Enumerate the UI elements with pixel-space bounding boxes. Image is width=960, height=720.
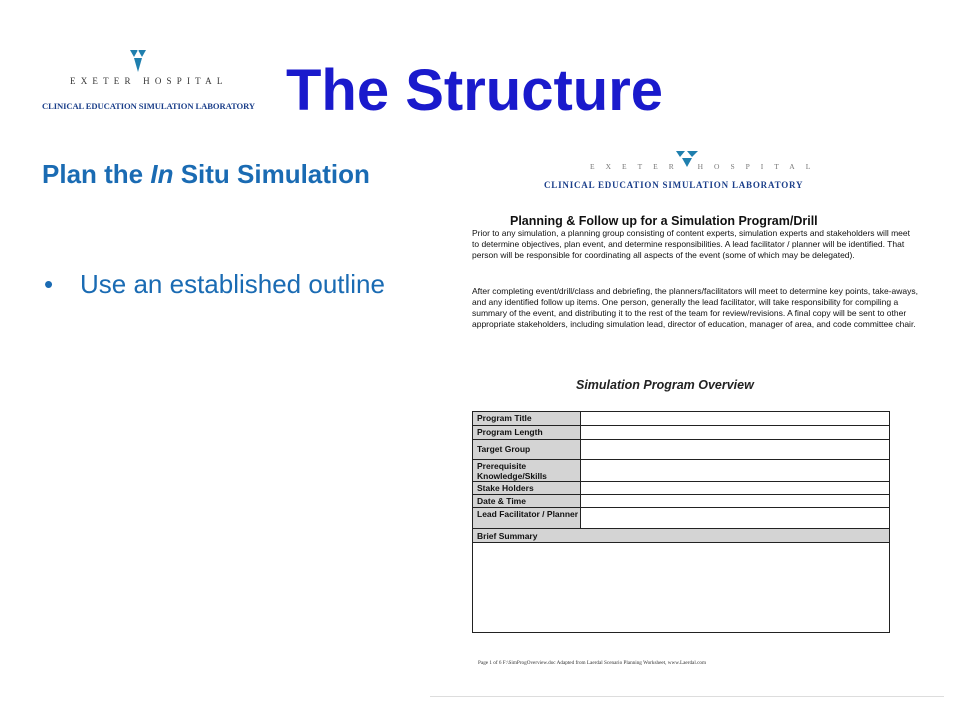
subheading-text-end: Situ Simulation bbox=[173, 159, 370, 189]
brief-summary-header: Brief Summary bbox=[473, 529, 889, 543]
document-paragraph-planning: Prior to any simulation, a planning group consisting of content experts, simulation experts and stakeholders will meet to determine objectives, plan event, and determine responsibilities. A lead facilitator / planner will be identified. That person will be responsible for coordinating all aspects of the event (some of which may be delegated). bbox=[472, 228, 910, 260]
slide-subheading bbox=[42, 156, 380, 192]
row-label: Stake Holders bbox=[473, 482, 581, 494]
table-row bbox=[473, 495, 889, 508]
row-value-cell bbox=[581, 482, 889, 494]
row-value-cell bbox=[581, 508, 889, 528]
slide-title: The Structure bbox=[286, 58, 664, 123]
document-paragraph-followup: After completing event/drill/class and debriefing, the planners/facilitators will meet to determine key points, take-aways, and any identified follow up items. One person, generally the lead facilitator, will take responsibility for compiling a summary of the event, and distributing it to the rest of the team for review/revisions. A final copy will be sent to other appropriate stakeholders, including simulation lead, director of education, manager of area, and code committee chair. bbox=[472, 286, 918, 329]
row-value-cell bbox=[581, 426, 889, 439]
row-label: Target Group bbox=[473, 440, 581, 459]
bullet-text: Use an established outline bbox=[80, 269, 385, 299]
bullet-dot: • bbox=[44, 269, 54, 299]
exeter-hospital-logo bbox=[36, 46, 256, 126]
row-value-cell bbox=[581, 495, 889, 507]
logo-lab-name: CLINICAL EDUCATION SIMULATION LABORATORY bbox=[42, 101, 256, 111]
subheading-text-start: Plan the bbox=[42, 159, 151, 189]
document-footer: Page 1 of 6 F:\SimProgOverview.doc Adapted from Laerdal Scenario Planning Worksheet, www.Laerdal.com bbox=[478, 660, 707, 666]
bullet-list bbox=[42, 266, 422, 302]
table-row bbox=[473, 482, 889, 495]
row-label: Program Title bbox=[473, 412, 581, 425]
row-label: Lead Facilitator / Planner bbox=[473, 508, 581, 528]
document-logo-hospital-name: EXETER HOSPITAL bbox=[590, 162, 822, 171]
table-row bbox=[473, 460, 889, 482]
table-row bbox=[473, 426, 889, 440]
brief-summary-cell bbox=[473, 543, 889, 632]
table-row bbox=[473, 508, 889, 529]
logo-hospital-name: EXETER HOSPITAL bbox=[70, 76, 228, 86]
row-label: Prerequisite Knowledge/Skills bbox=[473, 460, 581, 481]
row-value-cell bbox=[581, 460, 889, 481]
row-label: Date & Time bbox=[473, 495, 581, 507]
bullet-item bbox=[42, 266, 422, 302]
document-logo-lab-name: CLINICAL EDUCATION SIMULATION LABORATORY bbox=[544, 180, 804, 190]
subheading-emphasis: In bbox=[150, 159, 174, 189]
row-label: Program Length bbox=[473, 426, 581, 439]
row-value-cell bbox=[581, 440, 889, 459]
exeter-hospital-logo-mark-icon bbox=[126, 46, 150, 74]
row-value-cell bbox=[581, 412, 889, 425]
table-row bbox=[473, 440, 889, 460]
planning-document-image bbox=[430, 136, 944, 697]
program-overview-table bbox=[472, 411, 890, 633]
table-row bbox=[473, 412, 889, 426]
overview-title: Simulation Program Overview bbox=[576, 378, 754, 392]
document-heading: Planning & Follow up for a Simulation Program/Drill bbox=[510, 214, 818, 228]
